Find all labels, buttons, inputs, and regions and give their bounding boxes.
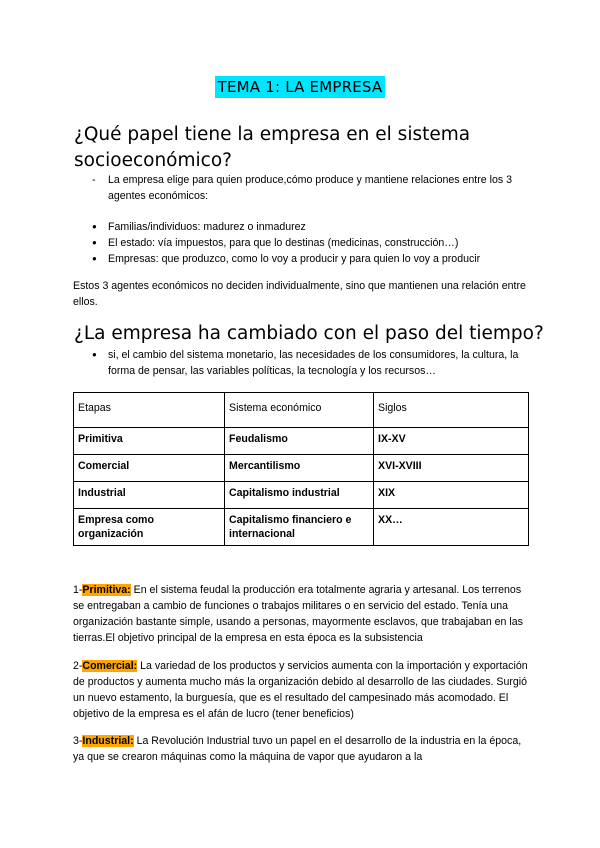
table-header-cell: Siglos: [374, 393, 529, 428]
section2-heading: ¿La empresa ha cambiado con el paso del tiempo?: [74, 323, 544, 344]
table-cell: XX…: [374, 509, 529, 546]
section1-heading: ¿Qué papel tiene la empresa en el sistema socioeconómico?: [74, 124, 471, 171]
list-item: ● El estado: vía impuestos, para que lo destinas (medicinas, construcción…): [92, 235, 532, 251]
table-cell: XVI-XVIII: [374, 455, 529, 482]
paragraph-text: La variedad de los productos y servicios aumenta con la importación y exportación de productos y aumenta mucho más la organización debido al desarrollo de las ciudades. Surgió un nuevo estamento, la burguesía, que es el resultado del campesinado más acomodado. El objetivo de la empresa es el afán de lucro (tener beneficios): [73, 660, 528, 720]
paragraph-number: 1-: [73, 584, 83, 596]
table-cell: Feudalismo: [225, 428, 374, 455]
paragraph-primitiva: [73, 582, 533, 646]
table-cell: Comercial: [74, 455, 225, 482]
list-item: ● si, el cambio del sistema monetario, las necesidades de los consumidores, la cultura, la forma de pensar, las variables políticas, la tecnología y los recursos…: [92, 347, 537, 379]
change-bullet-list: [92, 347, 537, 379]
title-container: [0, 76, 600, 98]
paragraph-number: 3-: [73, 735, 83, 747]
section1-paragraph: Estos 3 agentes económicos no deciden individualmente, sino que mantienen una relación entre ellos.: [73, 280, 526, 308]
table-cell: XIX: [374, 482, 529, 509]
dash-list: [92, 172, 532, 204]
dash-item: La empresa elige para quien produce,cómo produce y mantiene relaciones entre los 3 agentes económicos:: [108, 174, 512, 202]
list-item: ● Familias/individuos: madurez o inmadurez: [92, 219, 532, 235]
agents-bullet-list: [92, 219, 532, 267]
stages-table: [73, 392, 529, 546]
highlighted-label: Primitiva:: [82, 584, 131, 596]
table-cell: Empresa como organización: [74, 509, 225, 546]
paragraph-comercial: [73, 658, 533, 722]
table-row: [74, 509, 529, 546]
paragraph-text: En el sistema feudal la producción era totalmente agraria y artesanal. Los terrenos se entregaban a cambio de funciones o trabajos militares o en servicio del estado. Tenía una organización bastante simple, usando a personas, mayormente esclavos, que trabajaban en las tierras.El objetivo principal de la empresa en esta época es la subsistencia: [73, 584, 523, 644]
table-cell: Mercantilismo: [225, 455, 374, 482]
dash-marker: -: [92, 174, 96, 186]
table-header-cell: Sistema económico: [225, 393, 374, 428]
paragraph-industrial: [73, 733, 533, 765]
table-cell: IX-XV: [374, 428, 529, 455]
table-row: [74, 455, 529, 482]
highlighted-label: Comercial:: [82, 660, 138, 672]
table-row: [74, 482, 529, 509]
table-cell: Capitalismo financiero e internacional: [225, 509, 374, 546]
highlighted-label: Industrial:: [82, 735, 134, 747]
table-cell: Capitalismo industrial: [225, 482, 374, 509]
paragraph-number: 2-: [73, 660, 83, 672]
table-row: [74, 428, 529, 455]
table-header-cell: Etapas: [74, 393, 225, 428]
document-title: TEMA 1: LA EMPRESA: [215, 76, 386, 98]
list-item: ● Empresas: que produzco, como lo voy a producir y para quien lo voy a producir: [92, 251, 532, 267]
table-header-row: [74, 393, 529, 428]
table-cell: Primitiva: [74, 428, 225, 455]
table-cell: Industrial: [74, 482, 225, 509]
paragraph-text: La Revolución Industrial tuvo un papel en el desarrollo de la industria en la época, ya que se crearon máquinas como la máquina de vapor que ayudaron a la: [73, 735, 522, 763]
